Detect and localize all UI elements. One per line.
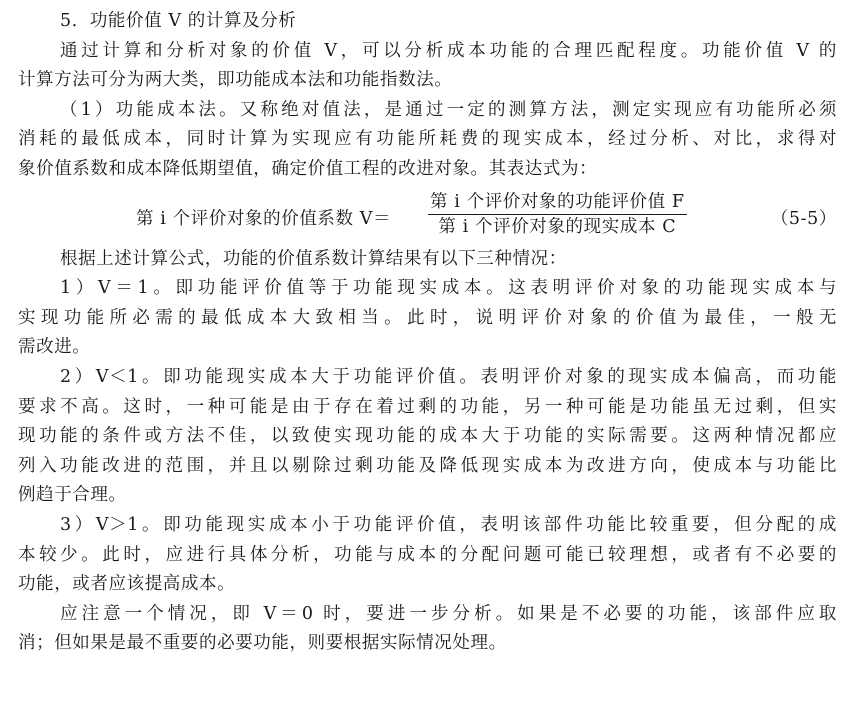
- formula-lhs: 第 i 个评价对象的价值系数 V＝: [136, 208, 392, 229]
- section-heading: 5．功能价值 V 的计算及分析: [60, 11, 297, 31]
- note-line: 消；但如果是最不重要的必要功能，则要根据实际情况处理。: [18, 633, 507, 654]
- case-3-line: 3）V＞1。即功能现实成本小于功能评价值，表明该部件功能比较重要，但分配的成: [60, 514, 837, 535]
- case-3-line: 功能，或者应该提高成本。: [18, 574, 236, 595]
- equation-number: （5-5）: [770, 208, 837, 229]
- case-1-line: 实现功能所必需的最低成本大致相当。此时，说明评价对象的价值为最佳，一般无: [18, 307, 837, 328]
- case-2-line: 例趋于合理。: [18, 485, 127, 506]
- case-3-line: 本较少。此时，应进行具体分析，功能与成本的分配问题可能已较理想，或者有不必要的: [18, 544, 837, 565]
- case-2-line: 2）V＜1。即功能现实成本大于功能评价值。表明评价对象的现实成本偏高，而功能: [60, 366, 837, 387]
- formula-numerator: 第 i 个评价对象的功能评价值 F: [428, 191, 687, 215]
- paragraph-line: 消耗的最低成本，同时计算为实现应有功能所耗费的现实成本，经过分析、对比，求得对: [18, 129, 837, 150]
- case-2-line: 列入功能改进的范围，并且以剔除过剩功能及降低现实成本为改进方向，使成本与功能比: [18, 455, 837, 476]
- formula-denominator: 第 i 个评价对象的现实成本 C: [438, 216, 677, 237]
- case-1-line: 1）V＝1。即功能评价值等于功能现实成本。这表明评价对象的功能现实成本与: [60, 278, 837, 299]
- formula-fraction: [428, 191, 687, 238]
- case-2-line: 现功能的条件或方法不佳，以致使实现功能的成本大于功能的实际需要。这两种情况都应: [18, 426, 837, 447]
- paragraph-line: 根据上述计算公式，功能的价值系数计算结果有以下三种情况：: [60, 248, 567, 269]
- case-1-line: 需改进。: [18, 337, 91, 358]
- case-2-line: 要求不高。这时，一种可能是由于存在着过剩的功能，另一种可能是功能虽无过剩，但实: [18, 396, 837, 417]
- paragraph-line: 象价值系数和成本降低期望值，确定价值工程的改进对象。其表达式为：: [18, 158, 598, 179]
- paragraph-line: 计算方法可分为两大类，即功能成本法和功能指数法。: [18, 70, 453, 91]
- note-line: 应注意一个情况，即 V＝0 时，要进一步分析。如果是不必要的功能，该部件应取: [60, 603, 837, 624]
- value-coefficient-formula: [18, 191, 837, 241]
- paragraph-line: （1）功能成本法。又称绝对值法，是通过一定的测算方法，测定实现应有功能所必须: [60, 99, 837, 120]
- paragraph-line: 通过计算和分析对象的价值 V，可以分析成本功能的合理匹配程度。功能价值 V 的: [60, 40, 837, 61]
